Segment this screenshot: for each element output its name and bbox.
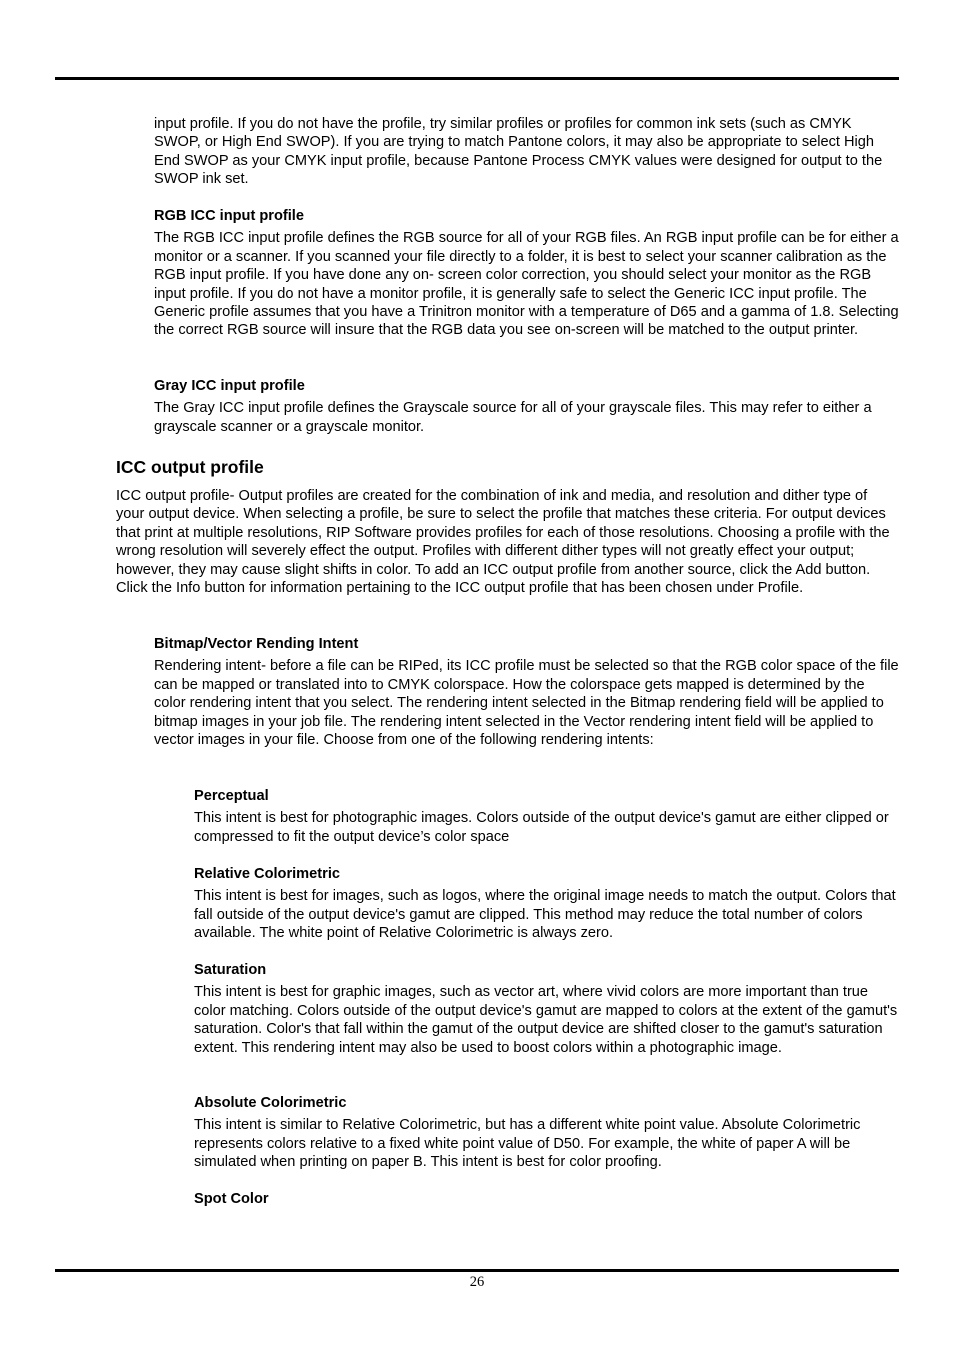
rgb-section: [154, 207, 899, 340]
page-number: 26: [469, 1274, 485, 1290]
intro-block: [154, 115, 899, 189]
absolute-section: [194, 1094, 899, 1172]
rgb-heading: RGB ICC input profile: [154, 208, 304, 224]
gray-body: The Gray ICC input profile defines the Grayscale source for all of your grayscale files. This may refer to either a grayscale scanner or a grayscale monitor.: [154, 400, 872, 435]
icc-output-body: ICC output profile- Output profiles are created for the combination of ink and media, and resolution and dither type of your output device. When selecting a profile, be sure to select the profile that matches these criteria. For output devices that print at multiple resolutions, RIP Software provides profiles for each of those resolutions. Choosing a profile with the wrong resolution will severely effect the output. Profiles with different dither types will not greatly effect your output; however, they may cause slight shifts in color. To add an ICC output profile from another source, click the Add button. Click the Info button for information pertaining to the ICC output profile that has been chosen under Profile.: [116, 488, 890, 597]
rgb-body: The RGB ICC input profile defines the RGB source for all of your RGB files. An RGB input profile can be for either a monitor or a scanner. If you scanned your file directly to a folder, it is best to select your scanner calibration as the RGB input profile. If you have done any on- screen color correction, you should select your monitor as the RGB input profile. If you do not have a monitor profile, it is generally safe to select the Generic ICC input profile. The Generic profile assumes that you have a Trinitron monitor with a temperature of D65 and a gamma of 1.8. Selecting the correct RGB source will insure that the RGB data you see on-screen will be matched to the output printer.: [154, 230, 899, 339]
perceptual-heading: Perceptual: [194, 788, 269, 804]
saturation-heading: Saturation: [194, 962, 267, 978]
perceptual-section: [194, 787, 899, 846]
perceptual-body: This intent is best for photographic images. Colors outside of the output device's gamut are either clipped or compressed to fit the output device’s color space: [194, 810, 889, 845]
relative-section: [194, 865, 899, 943]
rendering-heading: Bitmap/Vector Rending Intent: [154, 636, 359, 652]
icc-output-heading: ICC output profile: [116, 457, 264, 477]
intro-paragraph: input profile. If you do not have the profile, try similar profiles or profiles for common ink sets (such as CMYK SWOP, or High End SWOP). If you are trying to match Pantone colors, it may also be appropriate to select High End SWOP as your CMYK input profile, because Pantone Process CMYK values were designed for output to the SWOP ink set.: [154, 116, 883, 188]
absolute-heading: Absolute Colorimetric: [194, 1095, 347, 1111]
absolute-body: This intent is similar to Relative Colorimetric, but has a different white point value. Absolute Colorimetric represents colors relative to a fixed white point value of D50. For example, the white of paper A will be simulated when printing on paper B. This intent is best for color proofing.: [194, 1117, 861, 1171]
spot-heading: Spot Color: [194, 1191, 269, 1207]
saturation-section: [194, 961, 899, 1057]
spot-section: [194, 1190, 899, 1212]
gray-heading: Gray ICC input profile: [154, 378, 305, 394]
icc-output-section: [116, 487, 899, 597]
relative-body: This intent is best for images, such as logos, where the original image needs to match the output. Colors that fall outside of the output device's gamut are clipped. This method may reduce the total number of colors available. The white point of Relative Colorimetric is always zero.: [194, 888, 896, 942]
footer-rule: [55, 1269, 899, 1272]
rendering-body: Rendering intent- before a file can be RIPed, its ICC profile must be selected so that the RGB color space of the file can be mapped or translated into to CMYK colorspace. How the colorspace gets mapped is determined by the color rendering intent that you select. The rendering intent selected in the Bitmap rendering field will be applied to bitmap images in your job file. The rendering intent selected in the Vector rendering intent field will be applied to vector images in your file. Choose from one of the following rendering intents:: [154, 658, 899, 749]
gray-section: [154, 377, 899, 436]
relative-heading: Relative Colorimetric: [194, 866, 340, 882]
rendering-section: [154, 635, 899, 749]
saturation-body: This intent is best for graphic images, such as vector art, where vivid colors are more important than true color matching. Colors outside of the output device's gamut are mapped to colors at the extent of the gamut's saturation. Color's that fall within the gamut of the output device are shifted closer to the gamut's saturation extent. This rendering intent may also be used to boost colors within a photographic image.: [194, 984, 898, 1056]
header-rule: [55, 77, 899, 80]
